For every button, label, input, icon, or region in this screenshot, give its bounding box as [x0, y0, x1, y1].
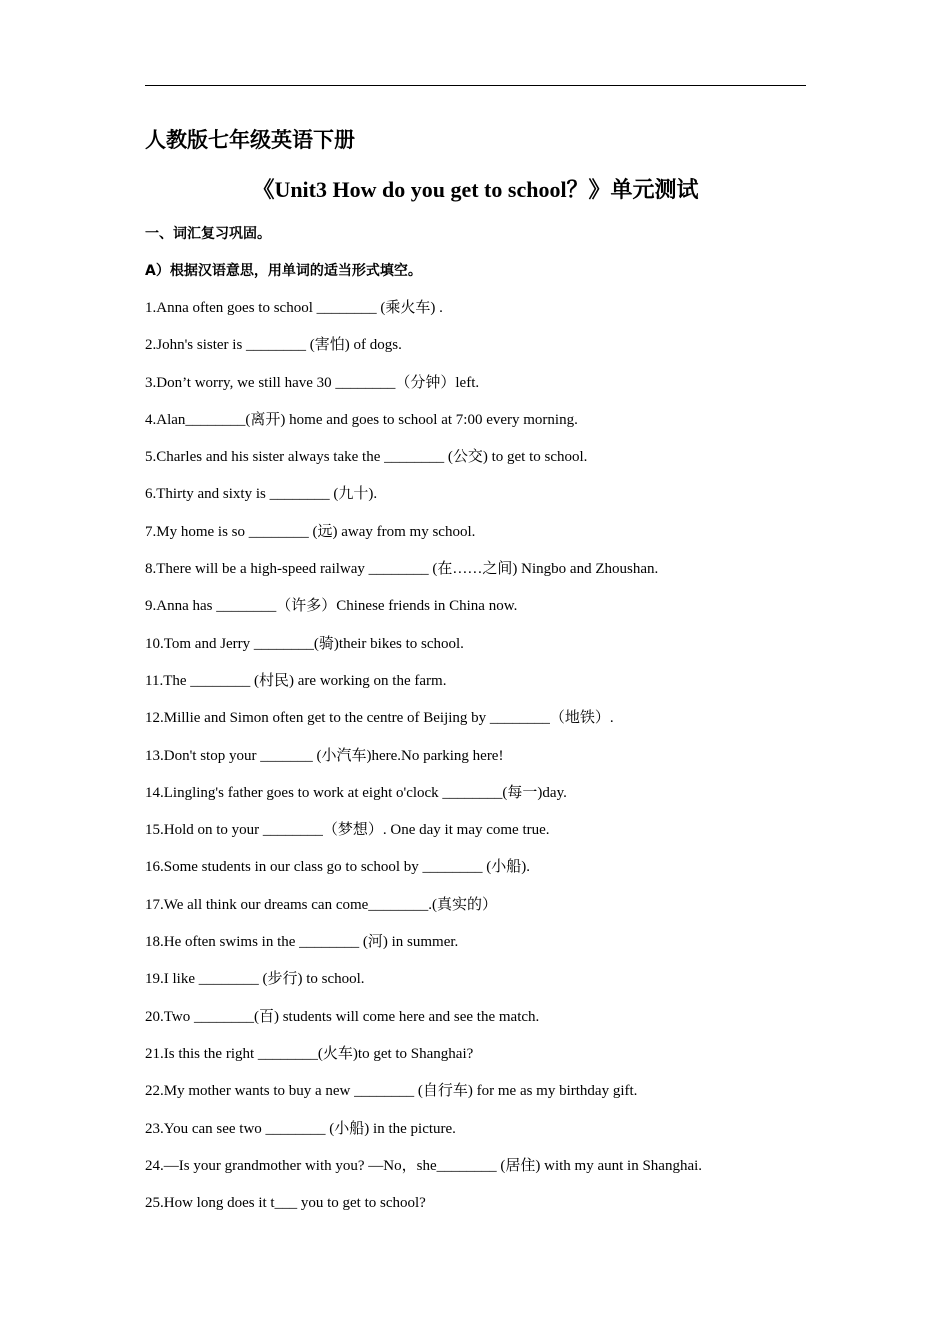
- question-item-3: 3.Don’t worry, we still have 30 ________（分钟）left.: [145, 374, 480, 391]
- unit-test-title: 《Unit3 How do you get to school？》单元测试: [252, 177, 699, 202]
- question-item-12: 12.Millie and Simon often get to the centre of Beijing by ________（地铁）.: [145, 710, 614, 727]
- question-item-7: 7.My home is so ________ (远) away from my school.: [145, 523, 476, 540]
- question-item-10: 10.Tom and Jerry ________(骑)their bikes to school.: [145, 635, 464, 652]
- question-item-24: 24.—Is your grandmother with you? —No，she________ (居住) with my aunt in Shanghai.: [145, 1157, 703, 1174]
- question-item-19: 19.I like ________ (步行) to school.: [145, 971, 365, 988]
- question-item-21: 21.Is this the right ________(火车)to get to Shanghai?: [145, 1045, 474, 1062]
- question-item-25: 25.How long does it t___ you to get to school?: [145, 1195, 426, 1212]
- question-item-11: 11.The ________ (村民) are working on the farm.: [145, 672, 447, 689]
- question-item-8: 8.There will be a high-speed railway ________ (在……之间) Ningbo and Zhoushan.: [145, 561, 659, 578]
- question-item-4: 4.Alan________(离开) home and goes to school at 7:00 every morning.: [145, 411, 578, 428]
- part-a-instructions: A）根据汉语意思，用单词的适当形式填空。: [145, 263, 422, 279]
- question-item-15: 15.Hold on to your ________（梦想）. One day it may come true.: [145, 822, 550, 839]
- question-item-14: 14.Lingling's father goes to work at eight o'clock ________(每一)day.: [145, 784, 567, 801]
- question-item-9: 9.Anna has ________（许多）Chinese friends in China now.: [145, 598, 518, 615]
- question-item-17: 17.We all think our dreams can come________.(真实的）: [145, 896, 498, 913]
- question-item-1: 1.Anna often goes to school ________ (乘火车) .: [145, 300, 443, 316]
- question-item-23: 23.You can see two ________ (小船) in the picture.: [145, 1120, 456, 1137]
- question-item-18: 18.He often swims in the ________ (河) in summer.: [145, 934, 459, 951]
- question-item-2: 2.John's sister is ________ (害怕) of dogs.: [145, 337, 402, 354]
- question-item-22: 22.My mother wants to buy a new ________ (自行车) for me as my birthday gift.: [145, 1083, 638, 1100]
- question-list: [145, 297, 825, 1229]
- question-item-6: 6.Thirty and sixty is ________ (九十).: [145, 486, 378, 503]
- question-item-5: 5.Charles and his sister always take the ________ (公交) to get to school.: [145, 449, 588, 466]
- header-rule: [145, 85, 806, 86]
- question-item-20: 20.Two ________(百) students will come here and see the match.: [145, 1008, 540, 1025]
- question-item-16: 16.Some students in our class go to school by ________ (小船).: [145, 859, 530, 876]
- book-title: 人教版七年级英语下册: [145, 128, 355, 152]
- section-heading-vocabulary: 一、词汇复习巩固。: [145, 226, 271, 242]
- question-item-13: 13.Don't stop your _______ (小汽车)here.No parking here!: [145, 747, 504, 764]
